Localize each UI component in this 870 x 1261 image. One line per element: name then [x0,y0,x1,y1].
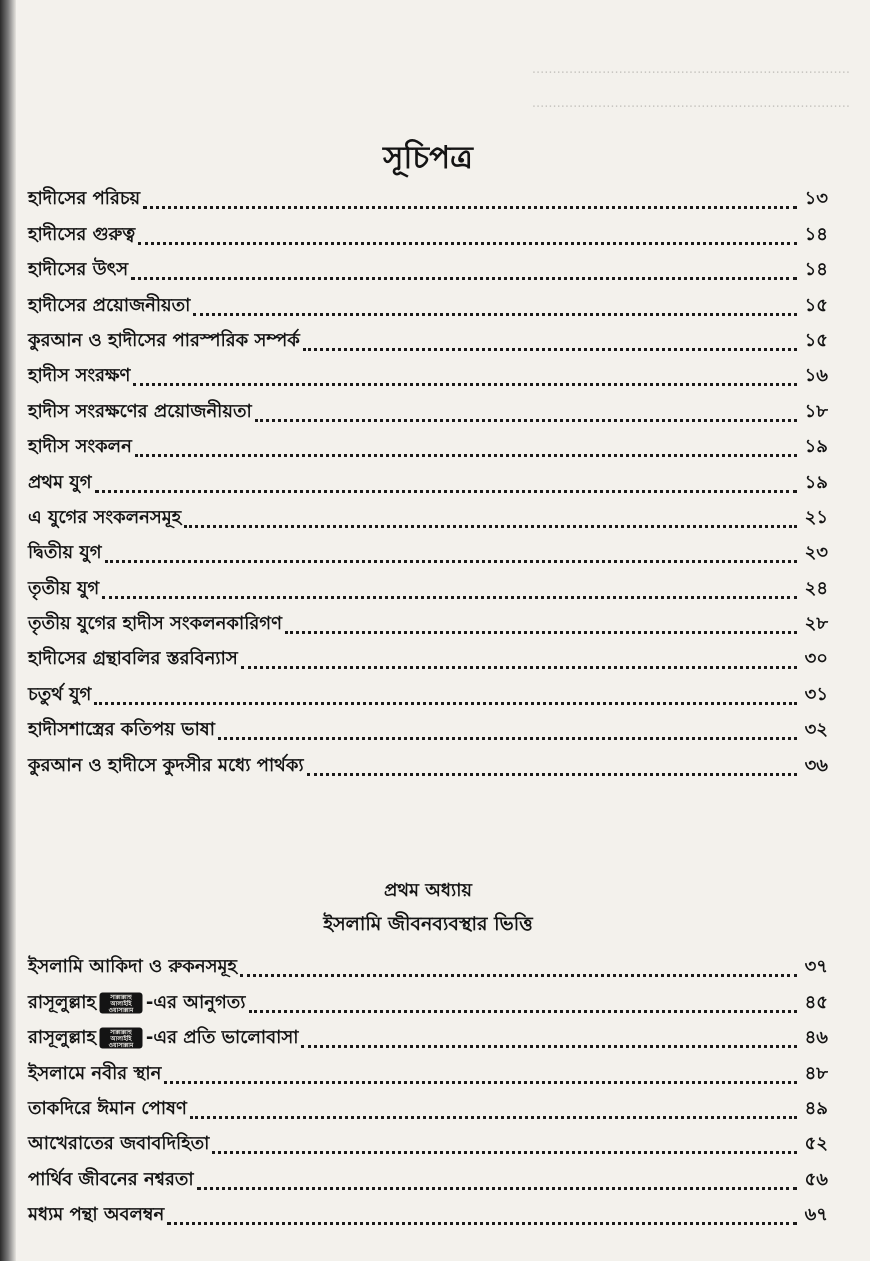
seal-line: সাল্লাল্লাহু [110,1029,132,1037]
leader-dots [303,348,797,351]
leader-dots [95,490,797,493]
toc-title-prefix: রাসূলুল্লাহ [28,1027,96,1049]
toc-title [28,988,246,1019]
toc-page-number: ১৩ [804,188,828,210]
toc-list [28,180,828,782]
toc-row[interactable] [28,983,828,1018]
toc-title: কুরআন ও হাদীসে কুদসীর মধ্যে পার্থক্য [28,754,304,776]
toc-title: ইসলামে নবীর স্থান [28,1062,162,1084]
toc-page-number: ৪৬ [804,1027,828,1049]
chapter-title: ইসলামি জীবনব্যবস্থার ভিত্তি [323,913,533,935]
toc-page-number: ৩২ [804,719,828,741]
leader-dots [131,277,797,280]
seal-line: আলাইহি [110,1035,132,1043]
toc-row[interactable] [28,428,828,463]
toc-page-number: ১৬ [804,365,828,387]
toc-page-number: ৫২ [804,1133,828,1155]
toc-title-suffix: -এর আনুগত্য [145,991,246,1013]
leader-dots [301,1045,797,1048]
toc-title-prefix: রাসূলুল্লাহ [28,991,96,1013]
leader-dots [197,1187,797,1190]
toc-title: হাদীসের গুরুত্ব [28,223,136,245]
toc-page-number: ৪৯ [804,1097,828,1119]
toc-page-number: ১৪ [804,223,828,245]
toc-title: হাদীসের প্রয়োজনীয়তা [28,294,191,316]
leader-dots [102,596,797,599]
toc-page-number: ৫৬ [804,1168,828,1190]
toc-row[interactable] [28,322,828,357]
toc-page-number: ২৪ [804,577,828,599]
toc-page-number: ৪৮ [804,1062,828,1084]
toc-page-number: ১৯ [804,471,828,493]
leader-dots [167,1222,797,1225]
toc-row[interactable] [28,948,828,983]
toc-row[interactable] [28,640,828,675]
seal-line: ওয়াসাল্লাম [108,1006,134,1014]
seal-line: আলাইহি [110,1000,132,1008]
toc-row[interactable] [28,711,828,746]
leader-dots [307,773,797,776]
toc-row[interactable] [28,215,828,250]
toc-row[interactable] [28,675,828,710]
leader-dots [133,383,797,386]
seal-line: সাল্লাল্লাহু [110,993,132,1001]
chapter-label: প্রথম অধ্যায় [383,880,473,901]
toc-row[interactable] [28,180,828,215]
toc-title: দ্বিতীয় যুগ [28,542,102,564]
toc-row[interactable] [28,392,828,427]
toc-page-number: ৩১ [804,683,828,705]
toc-row[interactable] [28,499,828,534]
toc-page-number: ৬৭ [804,1204,828,1226]
toc-row[interactable] [28,1090,828,1125]
toc-title: তৃতীয় যুগের হাদীস সংকলনকারিগণ [28,613,282,635]
toc-title: কুরআন ও হাদীসের পারস্পরিক সম্পর্ক [28,329,300,351]
toc-page-number: ১৫ [804,294,828,316]
toc-page-number: ২৩ [804,542,828,564]
leader-dots [190,1116,797,1119]
toc-title: এ যুগের সংকলনসমূহ [28,506,182,528]
toc-row[interactable] [28,569,828,604]
toc-row[interactable] [28,1054,828,1089]
leader-dots [143,206,797,209]
toc-row[interactable] [28,746,828,781]
leader-dots [241,666,797,669]
leader-dots [255,419,797,422]
book-spine-shadow [0,0,16,1261]
toc-title-suffix: -এর প্রতি ভালোবাসা [145,1027,299,1049]
toc-page-number: ৩০ [804,648,828,670]
toc-row[interactable] [28,1196,828,1231]
toc-page-number: ৩৭ [804,956,828,978]
toc-page-number: ১৪ [804,259,828,281]
toc-title: মধ্যম পন্থা অবলম্বন [28,1204,165,1226]
toc-title [28,1023,298,1054]
toc-page-number: ১৯ [804,436,828,458]
leader-dots [218,737,797,740]
toc-page-number: ২১ [804,506,828,528]
toc-title: ইসলামি আকিদা ও রুকনসমূহ [28,956,237,978]
toc-row[interactable] [28,251,828,286]
show-through-text: ............................................................................. [531,62,850,77]
page-title: সূচিপত্র [383,140,473,176]
toc-row[interactable] [28,1125,828,1160]
leader-dots [249,1010,797,1013]
leader-dots [138,242,797,245]
toc-page-number: ৩৬ [804,754,828,776]
toc-title: হাদীস সংরক্ষণ [28,365,131,387]
salutation-calligraphy-icon [99,992,143,1014]
toc-title: আখেরাতের জবাবদিহিতা [28,1133,210,1155]
toc-row[interactable] [28,534,828,569]
toc-title: হাদীস সংকলন [28,436,132,458]
toc-title: তৃতীয় যুগ [28,577,100,599]
leader-dots [212,1151,797,1154]
toc-row[interactable] [28,1019,828,1054]
show-through-text: ............................................................................. [531,96,850,111]
toc-title: তাকদিরে ঈমান পোষণ [28,1097,187,1119]
toc-row[interactable] [28,357,828,392]
leader-dots [240,974,797,977]
leader-dots [94,702,797,705]
leader-dots [193,313,797,316]
leader-dots [285,631,797,634]
leader-dots [184,525,797,528]
toc-row[interactable] [28,463,828,498]
chapter-toc-list [28,948,828,1231]
toc-page-number: ১৫ [804,329,828,351]
toc-page-number: ৪৫ [804,991,828,1013]
toc-page-number: ১৮ [804,400,828,422]
toc-row[interactable] [28,1160,828,1195]
toc-row[interactable] [28,286,828,321]
leader-dots [105,560,797,563]
leader-dots [135,454,797,457]
toc-title: হাদীসশাস্ত্রের কতিপয় ভাষা [28,719,215,741]
toc-title: হাদীসের গ্রন্থাবলির স্তরবিন্যাস [28,648,238,670]
toc-row[interactable] [28,605,828,640]
toc-title: হাদীসের উৎস [28,259,129,281]
salutation-calligraphy-icon [99,1027,143,1049]
seal-line: ওয়াসাল্লাম [108,1042,134,1050]
toc-title: প্রথম যুগ [28,471,92,493]
leader-dots [164,1081,797,1084]
toc-title: হাদীসের পরিচয় [28,188,141,210]
toc-title: হাদীস সংরক্ষণের প্রয়োজনীয়তা [28,400,252,422]
toc-title: পার্থিব জীবনের নশ্বরতা [28,1168,194,1190]
toc-page-number: ২৮ [804,613,828,635]
toc-title: চতুর্থ যুগ [28,683,92,705]
